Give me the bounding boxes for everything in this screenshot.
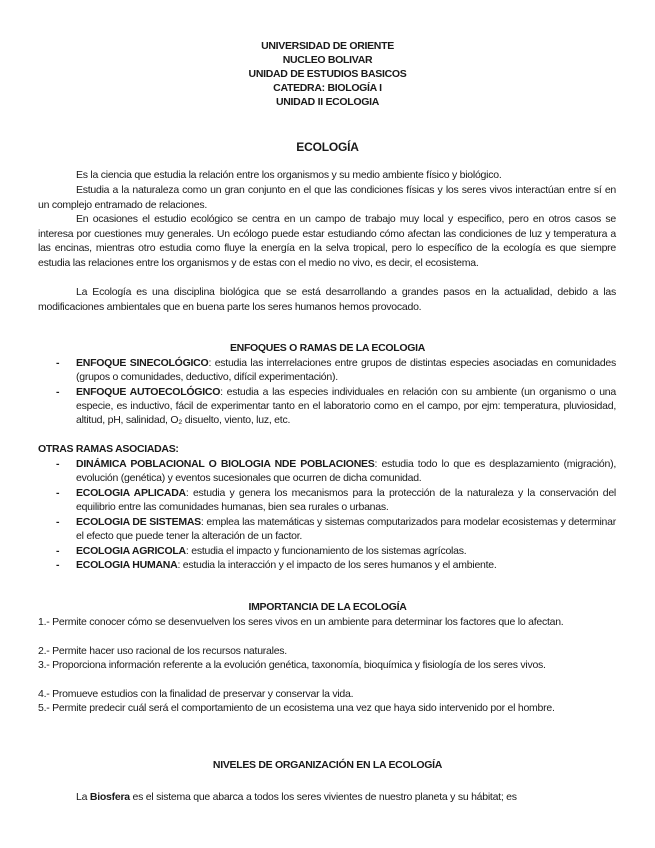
header-line-3: UNIDAD DE ESTUDIOS BASICOS xyxy=(248,68,407,80)
rama-text: : estudia todo lo que es desplazamiento (migración), evolución (genética) y eventos sucesionales que ocurren de dicha comunidad. xyxy=(76,458,616,484)
page-title: ECOLOGÍA xyxy=(296,140,359,154)
intro-paragraph-2: Estudia a la naturaleza como un gran conjunto en el que las condiciones físicas y los seres vivos interactúan entre sí en un complejo entramado de relaciones. xyxy=(38,184,616,211)
importancia-heading: IMPORTANCIA DE LA ECOLOGÍA xyxy=(248,601,407,613)
enfoque-text: : estudia a las especies individuales en relación con su ambiente (un organismo o una especie, es inductivo, fácil de experimentar tanto en el laboratorio como en el campo, por ejm: temperatura, pluviosidad, altitud, pH, salinidad, O₂ disuelto, viento, luz, etc. xyxy=(76,386,616,426)
rama-text: : estudia y genera los mecanismos para la protección de la naturaleza y la conservación del equilibrio entre las comunidades humanas, bien sea rurales o urbanas. xyxy=(76,487,617,513)
intro-paragraph-4: La Ecología es una disciplina biológica que se está desarrollando a grandes pasos en la actualidad, debido a las modificaciones ambientales que en buena parte los seres humanos hemos provocado. xyxy=(38,286,616,313)
enfoque-text: : estudia las interrelaciones entre grupos de distintas especies asociadas en comunidades (grupos o comunidades, deductivo, difícil experimentación). xyxy=(76,357,616,383)
importancia-item: 5.- Permite predecir cuál será el comportamiento de un ecosistema una vez que haya sido intervenido por el hombre. xyxy=(38,702,555,714)
biosfera-paragraph xyxy=(38,790,616,804)
biosfera-prefix: La xyxy=(76,791,90,803)
bullet-dash: - xyxy=(56,487,60,499)
bullet-dash: - xyxy=(56,386,60,398)
rama-item xyxy=(56,486,616,514)
bullet-dash: - xyxy=(56,458,60,470)
enfoque-item xyxy=(56,385,616,427)
rama-term: ECOLOGIA AGRICOLA xyxy=(76,545,186,557)
bullet-dash: - xyxy=(56,559,60,571)
importancia-item: 3.- Proporciona información referente a la evolución genética, taxonomía, bioquímica y fisiología de los seres vivos. xyxy=(38,659,546,671)
biosfera-text: es el sistema que abarca a todos los seres vivientes de nuestro planeta y su hábitat; es xyxy=(129,791,517,803)
rama-item xyxy=(56,558,616,572)
intro-paragraph-1: Es la ciencia que estudia la relación entre los organismos y su medio ambiente físico y biológico. xyxy=(76,169,502,181)
enfoques-heading: ENFOQUES O RAMAS DE LA ECOLOGIA xyxy=(229,342,426,354)
importancia-item: 1.- Permite conocer cómo se desenvuelven los seres vivos en un ambiente para determinar los factores que lo afectan. xyxy=(38,616,564,628)
niveles-heading: NIVELES DE ORGANIZACIÓN EN LA ECOLOGÍA xyxy=(212,759,443,771)
bullet-dash: - xyxy=(56,545,60,557)
biosfera-term: Biosfera xyxy=(89,791,130,803)
intro-paragraph-3: En ocasiones el estudio ecológico se centra en un campo de trabajo muy local y especifico, pero en otros casos se interesa por cuestiones muy generales. Un ecólogo puede estar estudiando cómo afectan las condiciones de luz y temperatura a las encinas, mientras otro estudia como fluye la energía en la selva tropical, pero lo específico de la ecología es que siempre estudia las relaciones entre los organismos y de estas con el medio no vivo, es decir, el ecosistema. xyxy=(38,213,616,269)
importancia-item: 2.- Permite hacer uso racional de los recursos naturales. xyxy=(38,645,287,657)
rama-item xyxy=(56,544,616,558)
enfoque-item xyxy=(56,356,616,384)
header-line-1: UNIVERSIDAD DE ORIENTE xyxy=(261,40,394,52)
otras-ramas-heading: OTRAS RAMAS ASOCIADAS: xyxy=(38,443,179,455)
header-line-4: CATEDRA: BIOLOGÍA I xyxy=(273,82,382,94)
rama-term: ECOLOGIA APLICADA xyxy=(76,487,186,499)
rama-text: : estudia el impacto y funcionamiento de los sistemas agrícolas. xyxy=(185,545,467,557)
header-line-2: NUCLEO BOLIVAR xyxy=(282,54,373,66)
rama-item xyxy=(56,457,616,485)
enfoque-term: ENFOQUE AUTOECOLÓGICO xyxy=(76,386,221,398)
rama-text: : estudia la interacción y el impacto de los seres humanos y el ambiente. xyxy=(177,559,497,571)
rama-text: : emplea las matemáticas y sistemas computarizados para modelar ecosistemas y determinar el efecto que puede tener la alteración de un factor. xyxy=(76,516,616,542)
enfoque-term: ENFOQUE SINECOLÓGICO xyxy=(76,357,209,369)
rama-term: ECOLOGIA HUMANA xyxy=(76,559,178,571)
bullet-dash: - xyxy=(56,357,60,369)
rama-term: DINÁMICA POBLACIONAL O BIOLOGIA NDE POBLACIONES xyxy=(76,458,375,470)
rama-term: ECOLOGIA DE SISTEMAS xyxy=(76,516,201,528)
header-line-5: UNIDAD II ECOLOGIA xyxy=(275,96,380,108)
bullet-dash: - xyxy=(56,516,60,528)
importancia-item: 4.- Promueve estudios con la finalidad de preservar y conservar la vida. xyxy=(38,688,354,700)
rama-item xyxy=(56,515,616,543)
